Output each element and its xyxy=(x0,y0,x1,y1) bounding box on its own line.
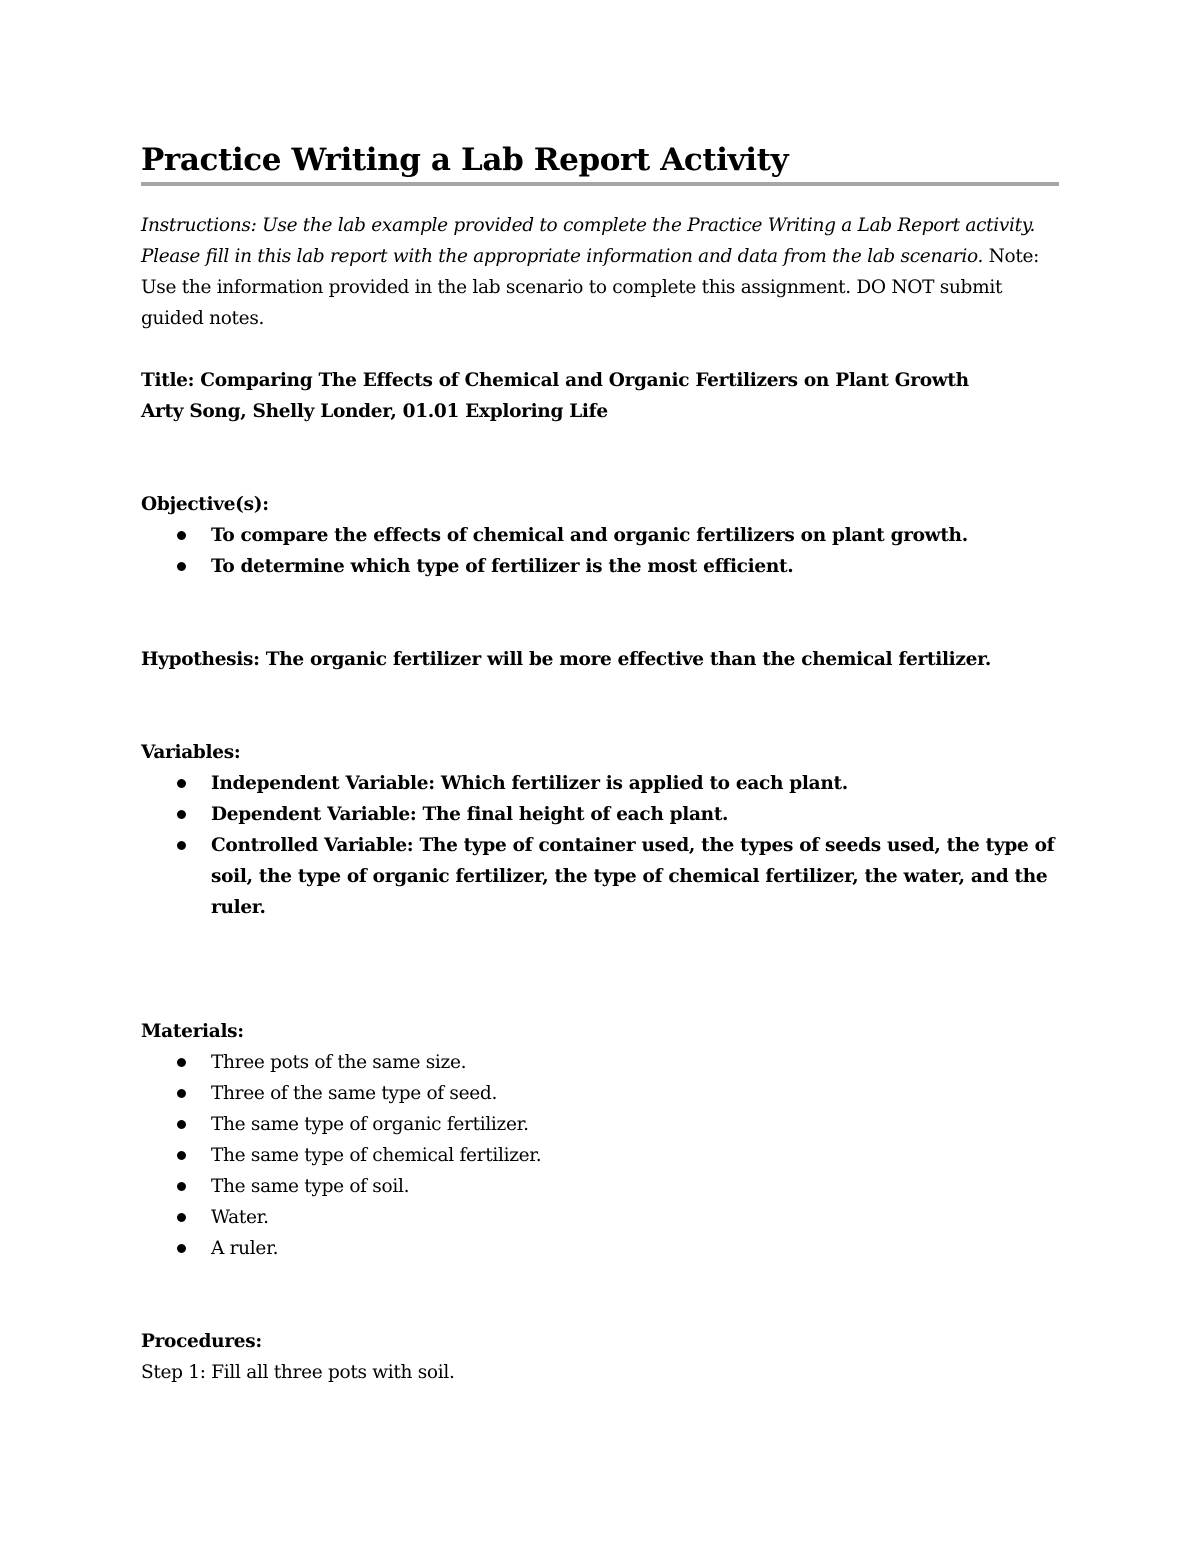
list-item xyxy=(141,520,1059,551)
objectives-heading: Objective(s): xyxy=(141,494,269,515)
list-item-text: The same type of soil. xyxy=(211,1176,410,1197)
bullet-icon xyxy=(177,810,186,819)
hypothesis-section xyxy=(141,644,1059,675)
variables-heading: Variables: xyxy=(141,742,241,763)
report-authors-line: Arty Song, Shelly Londer, 01.01 Exploring Life xyxy=(141,401,608,422)
procedures-heading: Procedures: xyxy=(141,1331,262,1352)
list-item-text: To determine which type of fertilizer is the most efficient. xyxy=(211,556,794,577)
spacer xyxy=(141,582,1059,644)
instructions-note-text: Note: Use the information provided in the lab scenario to complete this assignment. DO NOT submit guided notes. xyxy=(141,246,1040,329)
materials-section xyxy=(141,1016,1059,1264)
objectives-list xyxy=(141,520,1059,582)
list-item xyxy=(141,1109,1059,1140)
list-item xyxy=(141,551,1059,582)
title-underline-rule xyxy=(141,182,1059,186)
list-item xyxy=(141,830,1059,923)
report-title: Title: Comparing The Effects of Chemical and Organic Fertilizers on Plant Growth xyxy=(141,370,969,391)
bullet-icon xyxy=(177,1058,186,1067)
spacer xyxy=(141,675,1059,737)
list-item xyxy=(141,799,1059,830)
list-item xyxy=(141,1078,1059,1109)
list-item-text: Independent Variable: Which fertilizer is applied to each plant. xyxy=(211,773,848,794)
instructions-italic-text: Instructions: Use the lab example provided to complete the Practice Writing a Lab Report activity. Please fill in this lab report with the appropriate information and data from the lab scenario. xyxy=(141,215,1036,267)
procedure-step: Step 1: Fill all three pots with soil. xyxy=(141,1362,455,1383)
list-item-text: The same type of chemical fertilizer. xyxy=(211,1145,542,1166)
list-item xyxy=(141,768,1059,799)
bullet-icon xyxy=(177,1182,186,1191)
spacer xyxy=(141,427,1059,489)
objectives-section xyxy=(141,489,1059,582)
list-item-text: Dependent Variable: The final height of each plant. xyxy=(211,804,729,825)
bullet-icon xyxy=(177,1089,186,1098)
bullet-icon xyxy=(177,1213,186,1222)
list-item xyxy=(141,1233,1059,1264)
bullet-icon xyxy=(177,1151,186,1160)
list-item-text: Controlled Variable: The type of container used, the types of seeds used, the type of soil, the type of organic fertilizer, the type of chemical fertilizer, the water, and the ruler. xyxy=(211,835,1055,918)
list-item-text: Three of the same type of seed. xyxy=(211,1083,498,1104)
procedures-section xyxy=(141,1326,1059,1388)
list-item xyxy=(141,1140,1059,1171)
list-item xyxy=(141,1171,1059,1202)
bullet-icon xyxy=(177,779,186,788)
list-item-text: Three pots of the same size. xyxy=(211,1052,467,1073)
variables-section xyxy=(141,737,1059,923)
list-item-text: Water. xyxy=(211,1207,269,1228)
document-title: Practice Writing a Lab Report Activity xyxy=(141,142,789,178)
hypothesis-text: Hypothesis: The organic fertilizer will be more effective than the chemical fertilizer. xyxy=(141,649,991,670)
bullet-icon xyxy=(177,841,186,850)
bullet-icon xyxy=(177,1120,186,1129)
list-item-text: To compare the effects of chemical and organic fertilizers on plant growth. xyxy=(211,525,968,546)
variables-list xyxy=(141,768,1059,923)
spacer xyxy=(141,1264,1059,1326)
materials-heading: Materials: xyxy=(141,1021,244,1042)
instructions-paragraph xyxy=(141,210,1059,334)
list-item-text: A ruler. xyxy=(211,1238,279,1259)
bullet-icon xyxy=(177,562,186,571)
bullet-icon xyxy=(177,1244,186,1253)
bullet-icon xyxy=(177,531,186,540)
list-item-text: The same type of organic fertilizer. xyxy=(211,1114,529,1135)
document-page xyxy=(141,140,1059,1388)
materials-list xyxy=(141,1047,1059,1264)
list-item xyxy=(141,1047,1059,1078)
list-item xyxy=(141,1202,1059,1233)
spacer xyxy=(141,923,1059,1016)
